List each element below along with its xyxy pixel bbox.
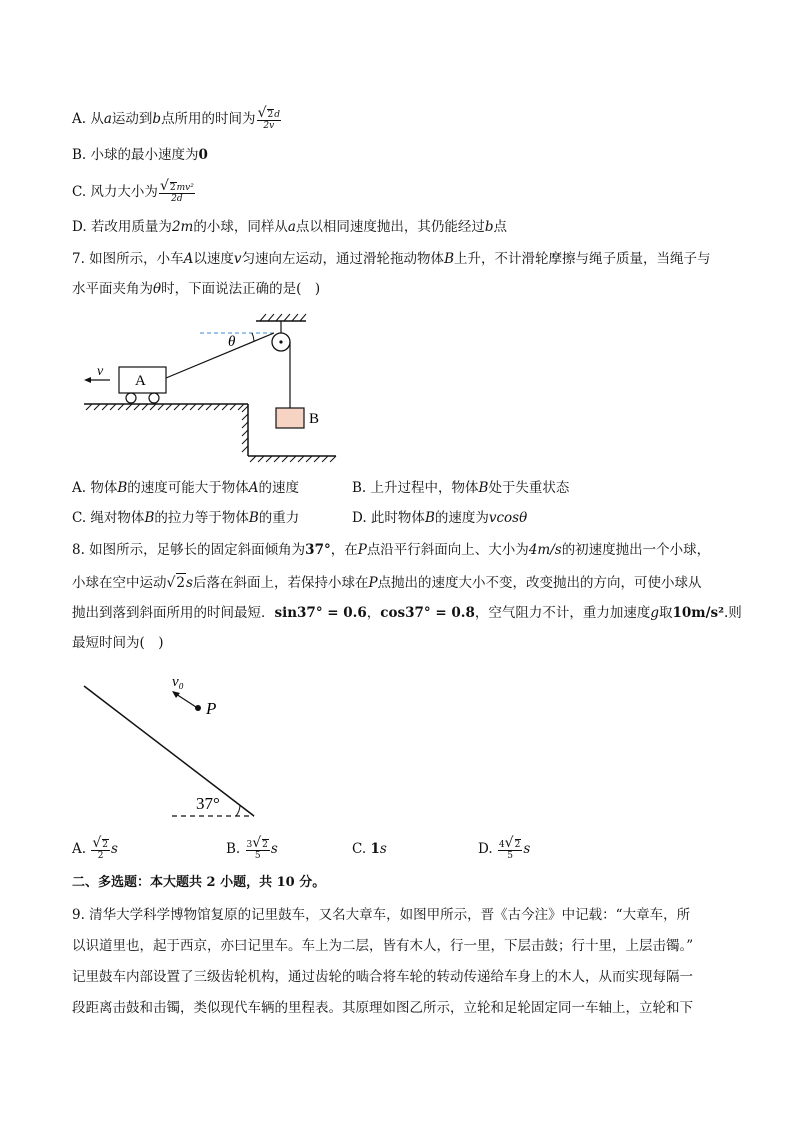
frac-num-coef: 3	[246, 840, 253, 850]
point-a: a	[287, 219, 296, 235]
q6-option-a	[72, 105, 282, 131]
q8-text: ，	[366, 605, 381, 621]
lower-ground-hatch	[250, 456, 336, 462]
frac-num-root: 2	[169, 183, 176, 193]
q8-text: 8. 如图所示，足够长的固定斜面倾角为	[72, 542, 306, 558]
upper-ground-hatch	[86, 404, 244, 410]
rope-to-cart	[166, 333, 274, 378]
unit: s	[111, 841, 118, 857]
q8-text: 取	[659, 605, 673, 621]
unit: s	[270, 841, 278, 857]
q6-option-c-fraction: $\frac{\text{√2mv²}}{2d}$	[159, 178, 194, 204]
fraction: $\frac{4√2}{5}$	[498, 835, 521, 861]
frac-den: 2	[97, 851, 104, 861]
var-A: A	[183, 251, 194, 267]
q6-option-d	[72, 218, 507, 236]
q7-opt-text: 的速度	[258, 480, 300, 496]
q8-text: 后落在斜面上，若保持小球在	[192, 575, 369, 591]
frac-num: 2	[102, 840, 108, 850]
q8-text: 点抛出的速度大小不变，改变抛出的方向，可使小球从	[377, 575, 702, 591]
var-B: B	[424, 510, 435, 526]
q8-stem-line4	[72, 634, 164, 652]
option-value: 1	[370, 841, 380, 857]
time-root: 2	[176, 575, 186, 591]
sin-value: sin37° = 0.6	[274, 605, 367, 621]
q8-option-c	[352, 840, 387, 858]
option-label: D.	[478, 841, 493, 857]
q8-text: 的初速度抛出一个小球，	[561, 542, 711, 558]
frac-den: 2d	[171, 194, 183, 204]
frac-num-root: 2	[514, 840, 521, 850]
mass-value: 2m	[171, 219, 194, 235]
q8-text: 最短时间为( )	[72, 635, 164, 651]
velocity-label: v	[97, 364, 104, 379]
q6-option-a-text: A. 从	[72, 111, 104, 127]
q8-stem-line2: 小球在空中运动√2s后落在斜面上，若保持小球在P点抛出的速度大小不变，改变抛出的方向，可使小球从	[72, 575, 702, 591]
q8-option-b	[226, 835, 278, 861]
v0-label: v₀	[172, 674, 184, 690]
q7-text-3: 匀速向左运动，通过滑轮拖动物体	[241, 251, 445, 267]
q9-line3: 记里鼓车内部设置了三级齿轮机构，通过齿轮的啮合将车轮的转动传递给车身上的木人，从而实现每隔一	[72, 969, 693, 985]
q7-opt-text: D. 此时物体	[352, 510, 425, 526]
var-B: B	[444, 251, 454, 267]
q6-option-d-text: D. 若改用质量为	[72, 219, 172, 235]
q6-option-c	[72, 178, 196, 204]
q7-opt-text: 的重力	[258, 510, 300, 526]
var-P: P	[357, 542, 367, 558]
q6-option-b-text: B. 小球的最小速度为	[72, 147, 199, 163]
q7-option-c	[72, 509, 299, 527]
g-value: 10m/s²	[672, 605, 725, 621]
speed-value: 4m/s	[528, 542, 562, 558]
incline-line	[84, 686, 254, 816]
block-B-label: B	[309, 411, 320, 427]
q7-opt-text: A. 物体	[72, 480, 118, 496]
var-B: B	[478, 480, 489, 496]
q7-text-2: 以速度	[193, 251, 234, 267]
frac-num-tail: mv²	[176, 183, 194, 193]
q6-option-b-value: 0	[198, 147, 208, 163]
q7-option-a	[72, 479, 299, 497]
pulley-axle	[279, 340, 282, 343]
var-A: A	[248, 480, 259, 496]
q7-text-4: 上升，不计滑轮摩擦与绳子质量，当绳子与	[453, 251, 711, 267]
time-unit: s	[186, 575, 193, 591]
q7-opt-text: C. 绳对物体	[72, 510, 145, 526]
cart-wheel-right	[149, 393, 159, 403]
q6-option-b	[72, 146, 208, 164]
var-v: v	[233, 251, 242, 267]
q8-text: .则	[724, 605, 742, 621]
var-B: B	[248, 510, 259, 526]
var-P: P	[368, 575, 378, 591]
frac-num-root: 2	[267, 110, 274, 120]
fraction: $\frac{3√2}{5}$	[246, 835, 268, 861]
option-label: B.	[226, 841, 241, 857]
q8-option-d	[478, 835, 531, 861]
q9-line2: 以识道里也，起于西京，亦曰记里车。车上为二层，皆有木人，行一里，下层击鼓；行十里，上层击镯。”	[72, 938, 694, 954]
fraction: $\frac{√2}{2}$	[92, 835, 108, 861]
v0-arrow-head	[172, 691, 180, 698]
unit: s	[523, 841, 531, 857]
angle-label: 37°	[196, 794, 220, 813]
angle-arc	[236, 805, 240, 816]
section-heading: 二、多选题：本大题共 2 小题，共 10 分。	[72, 875, 326, 890]
q8-figure	[80, 670, 260, 820]
option-label: A.	[72, 841, 87, 857]
q6-option-c-text: C. 风力大小为	[72, 184, 158, 200]
cos-value: cos37° = 0.8	[380, 605, 475, 621]
point-b: b	[152, 111, 162, 127]
point-P-label: P	[206, 699, 217, 718]
q8-stem-line1	[72, 541, 710, 559]
point-a: a	[103, 111, 112, 127]
q9-line1: 9. 清华大学科学博物馆复原的记里鼓车，又名大章车，如图甲所示，晋《古今注》中记载：“大章车，所	[72, 907, 691, 923]
q7-text-5: 水平面夹角为	[72, 281, 153, 297]
q8-text: 点沿平行斜面向上、大小为	[366, 542, 529, 558]
q7-text-6: 时，下面说法正确的是( )	[161, 281, 321, 297]
var-B: B	[144, 510, 155, 526]
q7-opt-text: B. 上升过程中，物体	[352, 480, 479, 496]
var-B: B	[117, 480, 128, 496]
angle-value: 37°	[305, 542, 331, 558]
cart-A-label: A	[135, 373, 146, 389]
q6-option-a-fraction: $\frac{√2d}{2v}$	[257, 105, 280, 131]
q8-option-a	[72, 835, 118, 861]
q7-opt-text: 的速度可能大于物体	[127, 480, 249, 496]
frac-num-coef: 4	[498, 840, 505, 850]
q8-text: ，在	[330, 542, 358, 558]
q7-stem-line1	[72, 250, 710, 268]
q7-opt-text: 的拉力等于物体	[154, 510, 249, 526]
frac-den: 2v	[263, 121, 275, 131]
wall-hatch	[242, 406, 248, 452]
point-P	[195, 705, 201, 711]
unit: s	[379, 841, 387, 857]
v0-arrow-line	[176, 694, 196, 707]
q6-option-d-text4: 点	[493, 219, 508, 235]
q8-stem-line3	[72, 604, 742, 622]
frac-num-var: d	[274, 110, 280, 120]
q7-text-1: 7. 如图所示，小车	[72, 251, 184, 267]
q8-text: ，空气阻力不计，重力加速度	[474, 605, 651, 621]
q7-option-d	[352, 509, 527, 527]
frac-num-root: 2	[262, 840, 268, 850]
q6-option-a-text3: 点所用的时间为	[161, 111, 256, 127]
q7-stem-line2	[72, 280, 320, 298]
q7-option-d-value: vcosθ	[488, 510, 528, 526]
q7-figure	[78, 308, 340, 463]
frac-den: 5	[507, 851, 513, 861]
q6-option-d-text3: 点以相同速度抛出，其仍能经过	[295, 219, 485, 235]
q6-option-a-text2: 运动到	[111, 111, 153, 127]
velocity-arrow-head	[84, 377, 91, 383]
q7-opt-text: 处于失重状态	[488, 480, 570, 496]
q7-opt-text: 的速度为	[434, 510, 489, 526]
theta-label: θ	[228, 334, 236, 350]
q8-text: 小球在空中运动	[72, 575, 167, 591]
theta-arc	[252, 333, 254, 341]
q6-option-d-text2: 的小球，同样从	[193, 219, 288, 235]
q7-option-b	[352, 479, 569, 497]
q9-line4: 段距离击鼓和击镯，类似现代车辆的里程表。其原理如图乙所示，立轮和足轮固定同一车轴上，立轮和下	[72, 1000, 693, 1016]
q8-text: 抛出到落到斜面所用的时间最短．	[72, 605, 275, 621]
var-g: g	[650, 605, 659, 621]
frac-den: 5	[254, 851, 261, 861]
cart-wheel-left	[126, 393, 136, 403]
option-label: C.	[352, 841, 367, 857]
point-b: b	[484, 219, 494, 235]
ceiling-hatch	[260, 314, 306, 321]
var-theta: θ	[153, 281, 162, 297]
block-B	[276, 408, 304, 428]
